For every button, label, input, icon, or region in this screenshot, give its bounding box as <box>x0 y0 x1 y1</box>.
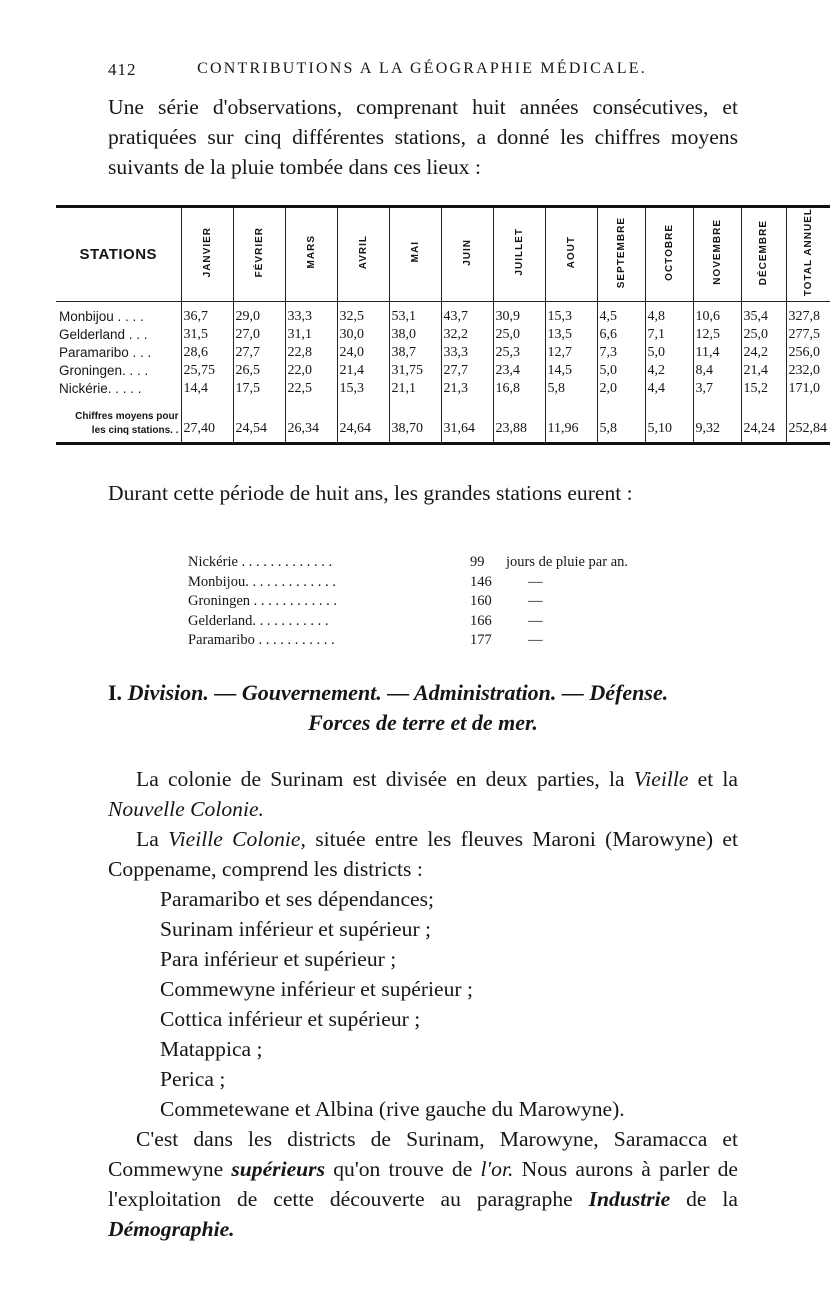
station-cell: Gelderland . . . <box>59 327 148 343</box>
rain-days-count: 146 <box>470 573 492 590</box>
station-name: Paramaribo . . . . . . . . . . . <box>188 632 335 648</box>
paragraph-colonie: La colonie de Surinam est divisée en deux parties, la Vieille et la Nouvelle Colonie. <box>108 767 739 821</box>
value-cell: 21,1 <box>389 380 441 398</box>
station-name: Nickérie . . . . . . . . . . . . . <box>188 554 333 570</box>
value-cell: 33,3 <box>285 302 337 327</box>
value-cell: 21,3 <box>441 380 493 398</box>
value-cell: 277,5 <box>786 326 830 344</box>
month-header: AOUT <box>545 207 597 302</box>
intro-paragraph: Une série d'observations, comprenant huit années consécutives, et pratiquées sur cinq différentes stations, a donné les chiffres moyens suivants de la pluie tombée dans ces lieux : <box>108 95 738 179</box>
average-value-cell: 31,64 <box>441 398 493 444</box>
station-cell: Groningen. . . . <box>59 363 149 379</box>
average-value-cell: 11,96 <box>545 398 597 444</box>
month-header: NOVEMBRE <box>693 207 741 302</box>
table-row <box>56 380 830 398</box>
value-cell: 11,4 <box>693 344 741 362</box>
value-cell: 25,75 <box>181 362 233 380</box>
average-label-cell: Chiffres moyens pour les cinq stations. . <box>75 411 179 437</box>
value-cell: 256,0 <box>786 344 830 362</box>
average-value-cell: 27,40 <box>181 398 233 444</box>
rain-days-list <box>188 553 708 651</box>
value-cell: 30,0 <box>337 326 389 344</box>
value-cell: 14,4 <box>181 380 233 398</box>
section-title-line2: Forces de terre et de mer. <box>308 710 538 735</box>
value-cell: 17,5 <box>233 380 285 398</box>
station-name: Monbijou. . . . . . . . . . . . . <box>188 573 336 590</box>
month-header: SEPTEMBRE <box>597 207 645 302</box>
month-header: AVRIL <box>337 207 389 302</box>
value-cell: 6,6 <box>597 326 645 344</box>
stations-column-header: STATIONS <box>56 207 181 302</box>
value-cell: 31,1 <box>285 326 337 344</box>
district-item: Paramaribo et ses dépendances; <box>160 887 435 911</box>
value-cell: 171,0 <box>786 380 830 398</box>
value-cell: 36,7 <box>181 302 233 327</box>
list-item <box>188 612 708 632</box>
month-header: MARS <box>285 207 337 302</box>
rain-days-count: 166 <box>470 612 492 629</box>
value-cell: 2,0 <box>597 380 645 398</box>
value-cell: 7,3 <box>597 344 645 362</box>
rain-days-count: 160 <box>470 593 492 609</box>
value-cell: 25,3 <box>493 344 545 362</box>
average-row <box>56 398 830 444</box>
station-cell: Monbijou . . . . <box>59 309 144 325</box>
value-cell: 3,7 <box>693 380 741 398</box>
page-header <box>108 60 736 86</box>
district-item: Surinam inférieur et supérieur ; <box>160 917 432 941</box>
paragraph-or: C'est dans les districts de Surinam, Marowyne, Saramacca et Commewyne supérieurs qu'on trouve de l'or. Nous aurons à parler de l'exploitation de cette découverte au paragraphe Industrie de la Démographie. <box>108 1127 738 1241</box>
value-cell: 4,8 <box>645 302 693 327</box>
page-number: 412 <box>108 60 137 79</box>
district-list <box>108 884 738 1124</box>
value-cell: 4,4 <box>645 380 693 398</box>
value-cell: 27,7 <box>441 362 493 380</box>
value-cell: 12,5 <box>693 326 741 344</box>
table-body <box>56 302 830 444</box>
rainfall-table <box>56 205 830 445</box>
value-cell: 31,5 <box>181 326 233 344</box>
average-value-cell: 5,10 <box>645 398 693 444</box>
value-cell: 25,0 <box>493 326 545 344</box>
value-cell: 30,9 <box>493 302 545 327</box>
value-cell: 31,75 <box>389 362 441 380</box>
value-cell: 15,2 <box>741 380 786 398</box>
ditto-mark: — <box>528 573 543 590</box>
value-cell: 24,0 <box>337 344 389 362</box>
station-cell: Nickérie. . . . . <box>59 381 142 397</box>
total-header: TOTAL ANNUEL <box>786 207 830 302</box>
value-cell: 38,0 <box>389 326 441 344</box>
district-item: Para inférieur et supérieur ; <box>160 947 397 971</box>
value-cell: 10,6 <box>693 302 741 327</box>
month-header: MAI <box>389 207 441 302</box>
value-cell: 22,0 <box>285 362 337 380</box>
section-numeral: I. <box>108 680 123 705</box>
district-item: Cottica inférieur et supérieur ; <box>160 1007 421 1031</box>
value-cell: 8,4 <box>693 362 741 380</box>
value-cell: 26,5 <box>233 362 285 380</box>
value-cell: 15,3 <box>337 380 389 398</box>
average-value-cell: 252,84 <box>786 398 830 444</box>
value-cell: 35,4 <box>741 302 786 327</box>
value-cell: 5,0 <box>645 344 693 362</box>
value-cell: 13,5 <box>545 326 597 344</box>
running-head: CONTRIBUTIONS A LA GÉOGRAPHIE MÉDICALE. <box>197 60 647 77</box>
average-value-cell: 24,24 <box>741 398 786 444</box>
value-cell: 27,0 <box>233 326 285 344</box>
value-cell: 22,8 <box>285 344 337 362</box>
average-value-cell: 26,34 <box>285 398 337 444</box>
district-item: Commetewane et Albina (rive gauche du Marowyne). <box>160 1097 625 1121</box>
rain-days-count: 177 <box>470 632 492 648</box>
district-item: Matappica ; <box>160 1037 263 1061</box>
value-cell: 327,8 <box>786 302 830 327</box>
list-item <box>188 573 708 593</box>
value-cell: 32,5 <box>337 302 389 327</box>
month-header: JUILLET <box>493 207 545 302</box>
value-cell: 14,5 <box>545 362 597 380</box>
average-value-cell: 9,32 <box>693 398 741 444</box>
value-cell: 23,4 <box>493 362 545 380</box>
month-header: OCTOBRE <box>645 207 693 302</box>
value-cell: 12,7 <box>545 344 597 362</box>
district-item: Commewyne inférieur et supérieur ; <box>160 977 474 1001</box>
value-cell: 32,2 <box>441 326 493 344</box>
value-cell: 53,1 <box>389 302 441 327</box>
table-row <box>56 362 830 380</box>
value-cell: 43,7 <box>441 302 493 327</box>
section-heading <box>108 678 738 738</box>
station-name: Gelderland. . . . . . . . . . . <box>188 612 329 629</box>
value-cell: 25,0 <box>741 326 786 344</box>
value-cell: 4,2 <box>645 362 693 380</box>
value-cell: 22,5 <box>285 380 337 398</box>
value-cell: 28,6 <box>181 344 233 362</box>
value-cell: 5,0 <box>597 362 645 380</box>
station-cell: Paramaribo . . . <box>59 345 152 361</box>
value-cell: 21,4 <box>337 362 389 380</box>
average-value-cell: 24,64 <box>337 398 389 444</box>
table-header-row <box>56 207 830 302</box>
rain-days-count: 99 <box>470 554 485 570</box>
station-name: Groningen . . . . . . . . . . . . <box>188 593 338 609</box>
table-row <box>56 326 830 344</box>
value-cell: 16,8 <box>493 380 545 398</box>
average-value-cell: 24,54 <box>233 398 285 444</box>
month-header: DÉCEMBRE <box>741 207 786 302</box>
value-cell: 15,3 <box>545 302 597 327</box>
value-cell: 33,3 <box>441 344 493 362</box>
value-cell: 38,7 <box>389 344 441 362</box>
list-item <box>188 631 708 651</box>
unit-label: jours de pluie par an. <box>506 554 629 570</box>
value-cell: 7,1 <box>645 326 693 344</box>
value-cell: 24,2 <box>741 344 786 362</box>
average-value-cell: 23,88 <box>493 398 545 444</box>
list-item <box>188 553 708 573</box>
paragraph-vieille-colonie: La Vieille Colonie, située entre les fleuves Maroni (Marowyne) et Coppename, comprend les districts : <box>108 827 738 881</box>
district-item: Perica ; <box>160 1067 226 1091</box>
section-title-line1: Division. — Gouvernement. — Administration. — Défense. <box>127 680 669 705</box>
ditto-mark: — <box>528 612 543 629</box>
month-header: JUIN <box>441 207 493 302</box>
ditto-mark: — <box>528 593 543 609</box>
value-cell: 27,7 <box>233 344 285 362</box>
value-cell: 29,0 <box>233 302 285 327</box>
table-row <box>56 302 830 327</box>
month-header: JANVIER <box>181 207 233 302</box>
value-cell: 5,8 <box>545 380 597 398</box>
list-item <box>188 592 708 612</box>
average-value-cell: 38,70 <box>389 398 441 444</box>
value-cell: 21,4 <box>741 362 786 380</box>
average-value-cell: 5,8 <box>597 398 645 444</box>
table-row <box>56 344 830 362</box>
value-cell: 232,0 <box>786 362 830 380</box>
durant-paragraph: Durant cette période de huit ans, les grandes stations eurent : <box>108 481 633 505</box>
ditto-mark: — <box>528 632 543 648</box>
value-cell: 4,5 <box>597 302 645 327</box>
body-text <box>108 764 738 1244</box>
month-header: FÉVRIER <box>233 207 285 302</box>
